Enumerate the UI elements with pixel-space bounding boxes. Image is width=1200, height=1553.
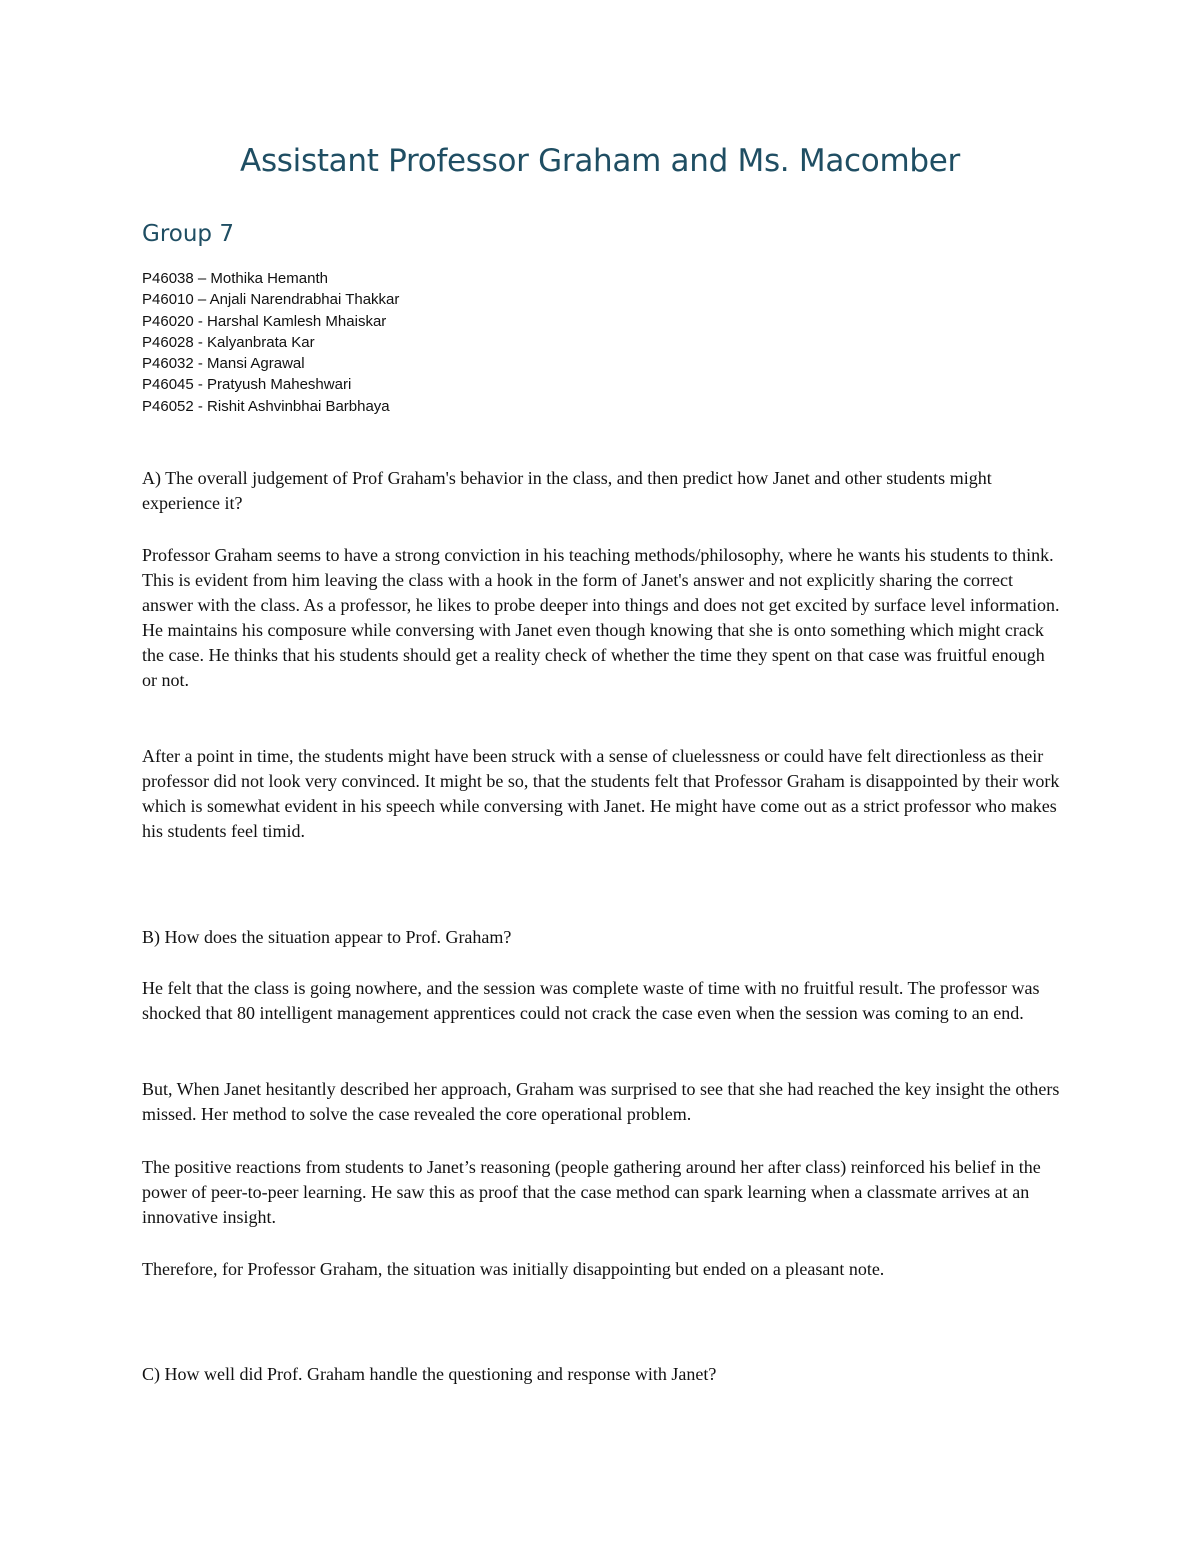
answer-b-paragraph-1: He felt that the class is going nowhere, and the session was complete waste of time with no fruitful result. The professor was shocked that 80 intelligent management apprentices could not crack the case even when the session was coming to an end. xyxy=(142,978,1040,1023)
member-item: P46045 - Pratyush Maheshwari xyxy=(142,376,352,394)
question-b: B) How does the situation appear to Prof. Graham? xyxy=(142,927,512,947)
group-heading: Group 7 xyxy=(142,221,234,247)
member-list xyxy=(142,268,399,417)
answer-a-paragraph-1: Professor Graham seems to have a strong conviction in his teaching methods/philosophy, where he wants his students to think. This is evident from him leaving the class with a hook in the form of Janet's answer and not explicitly sharing the correct answer with the class. As a professor, he likes to probe deeper into things and does not get excited by surface level information. He maintains his composure while conversing with Janet even though knowing that she is onto something which might crack the case. He thinks that his students should get a reality check of whether the time they spent on that case was fruitful enough or not. xyxy=(142,545,1060,690)
member-item: P46020 - Harshal Kamlesh Mhaiskar xyxy=(142,312,387,330)
member-item: P46038 – Mothika Hemanth xyxy=(142,270,328,287)
answer-b-paragraph-4: Therefore, for Professor Graham, the situation was initially disappointing but ended on a pleasant note. xyxy=(142,1259,885,1279)
member-item: P46010 – Anjali Narendrabhai Thakkar xyxy=(142,291,400,309)
answer-b-paragraph-3: The positive reactions from students to Janet’s reasoning (people gathering around her after class) reinforced his belief in the power of peer-to-peer learning. He saw this as proof that the case method can spark learning when a classmate arrives at an innovative insight. xyxy=(142,1157,1041,1227)
answer-b-paragraph-2: But, When Janet hesitantly described her approach, Graham was surprised to see that she had reached the key insight the others missed. Her method to solve the case revealed the core operational problem. xyxy=(142,1079,1060,1124)
member-item: P46032 - Mansi Agrawal xyxy=(142,355,305,373)
answer-a-paragraph-2: After a point in time, the students might have been struck with a sense of cluelessness or could have felt directionless as their professor did not look very convinced. It might be so, that the students felt that Professor Graham is disappointed by their work which is somewhat evident in his speech while conversing with Janet. He might have come out as a strict professor who makes his students feel timid. xyxy=(142,746,1060,841)
member-item: P46028 - Kalyanbrata Kar xyxy=(142,333,315,351)
document-title: Assistant Professor Graham and Ms. Macomber xyxy=(240,143,960,179)
member-item: P46052 - Rishit Ashvinbhai Barbhaya xyxy=(142,397,390,415)
question-c: C) How well did Prof. Graham handle the questioning and response with Janet? xyxy=(142,1364,717,1384)
question-a: A) The overall judgement of Prof Graham's behavior in the class, and then predict how Janet and other students might experience it? xyxy=(142,468,992,513)
